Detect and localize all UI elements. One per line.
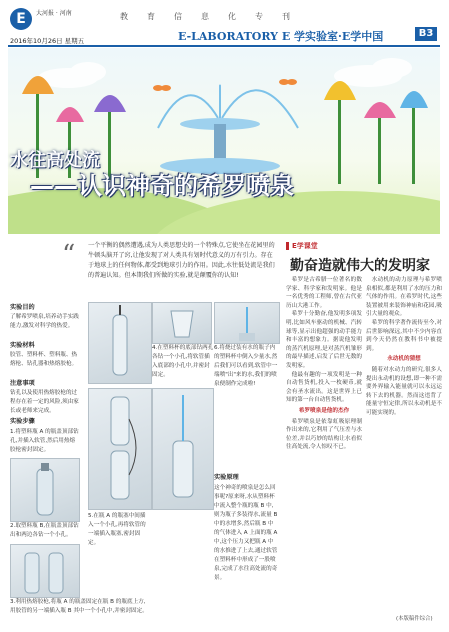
step1-photo	[88, 302, 152, 384]
issue-date: 2016年10月26日 星期五	[10, 37, 85, 45]
step2-photo	[10, 458, 80, 522]
quote-mark-icon: “	[62, 240, 76, 270]
page-number-badge: B3	[415, 27, 437, 41]
fountain-small-icon	[215, 303, 279, 343]
materials-label: 实验材料	[10, 342, 35, 349]
section-kicker: 教育信息化专刊	[120, 12, 309, 21]
step4-photo	[152, 302, 212, 344]
story-column-2	[366, 276, 442, 606]
story-paragraph: 希罗喷泉是依靠虹吸原理制作出来的,它利用了气压差与水位差,并以巧妙的结构让水看似往高处流,令人惊叹不已。	[286, 418, 362, 451]
banner-art	[8, 48, 440, 234]
step6-photo	[214, 302, 280, 344]
story-paragraph: 希罗十分勤奋,他发明多项发明,比如风车驱动的机械、汽转球等,显示出他超强的动手能力和丰富的想象力。据说他发明的蒸汽机原理,是对蒸汽机雏形的最早描述,启发了后世无数的发明家。	[286, 311, 362, 369]
step4-caption: 4.在塑料杯的底部钻两孔各钻一个小孔,将软管插入底部的小孔中,并密封固定。	[152, 345, 214, 378]
steps-label: 实验步骤	[10, 418, 35, 425]
notes-text: 钻孔以及使用热熔胶枪的过程存在着一定的风险,须由家长或老师来完成。	[10, 390, 79, 414]
assembly-icon	[89, 389, 151, 509]
story-title: 勤奋造就伟大的发明家	[290, 258, 430, 274]
fountain-result-icon	[153, 389, 213, 509]
purpose-text: 了解希罗喷泉,培养动手实践能力,激发对科学的热爱。	[10, 314, 79, 329]
paper-name: 大河报 · 河南	[36, 10, 72, 17]
story-tag: E学课堂	[292, 242, 318, 250]
story-subheading: 希罗喷泉是他的杰作	[298, 407, 350, 414]
headline-line2: ——认识神奇的希罗喷泉	[30, 172, 294, 200]
fountain-photo	[152, 388, 214, 510]
story-paragraph: 希罗是古希腊一位著名的数学家、科学家和发明家。他是一名优秀的工程师,曾在古代亚历山大港工作。	[286, 277, 362, 309]
cup-icon	[153, 303, 211, 343]
story-column-1	[286, 276, 362, 616]
section-title: E-LABORATORY E 学实验室·E学中国	[178, 30, 384, 43]
notes-label: 注意事项	[10, 380, 35, 387]
step5-caption: 5.在瓶 A 的瓶塞中间插入一个小孔,再将软管的一端插入瓶塞,密封固定。	[88, 513, 146, 546]
bottles-icon	[11, 545, 79, 597]
headline-line1: 水往高处流	[10, 150, 100, 171]
principle-label: 实验原理	[214, 474, 239, 481]
assembly-photo	[88, 388, 152, 510]
intro-paragraph: 一个平衡的偶然遭遇,成为人类思想史的一个特殊点,它使坐在花园里的牛顿头脑开了窍,让他发现了对人类具有划时代意义的万有引力。存在于地球上的任何物体,都受到地球引力的作用。因此,水往低处流是我们的普遍认知。但本期我们所做的实验,就是颠覆你的认知!	[88, 242, 275, 279]
story-subheading: 永动机的猜想	[387, 356, 421, 363]
story-paragraph: 他最有趣的一项发明是一种自动售货机,投入一枚硬币,就会有圣水流出。这是世界上已知的第一台自动售货机。	[286, 371, 362, 404]
story-credit: (本版稿件综合)	[396, 616, 433, 622]
hand-bottle-icon	[89, 303, 151, 383]
tag-marker	[286, 242, 289, 250]
step6-caption: 6.将烧过装有水的瓶子内的塑料杯中倒入少量水,然后我们可以看到,软管中一端喷"出"来的水,我们的喷泉便制作完成啦!	[214, 345, 278, 387]
newspaper-logo-icon: E	[10, 8, 32, 30]
step2-caption: 2.取塑料瓶 B,在瓶盖顶部钻出和两边各钻一个小孔。	[10, 523, 79, 538]
materials-text: 胶管、塑料杯、塑料瓶、热熔枪、钻孔器和热熔胶枪。	[10, 352, 78, 367]
principle-text: 这个神奇的喷泉是怎么回事呢?原来呀,水从塑料杯中流入整个瓶的瓶 B 中,则为瓶子多装得水,流量 B 中的水增多,然后瓶 B 中的气体进入 A 上面的瓶 A 中,这个压力又把瓶 A 中的水推进了上去,通过软管在塑料杯中形成了一股喷泉,完成了水往高处流的奇景。	[214, 485, 278, 581]
purpose-label: 实验目的	[10, 304, 35, 311]
step3-photo	[10, 544, 80, 598]
step1-caption: 1.将塑料瓶 A 的瓶盖顶部钻孔,并插入软管,然后用热熔胶枪密封固定。	[10, 429, 79, 453]
story-paragraph: 希罗的科学著作流传至今,对后世影响深远,其中不少内容直到今天仍然在教科书中被提到。	[366, 319, 442, 352]
bottle-icon	[11, 459, 79, 521]
story-paragraph: 水动机的动力原理与希罗喷泉相似,都是利用了水的压力和气体的作用。在希罗时代,这些装置被用来装饰神庙和花园,吸引大量的观众。	[366, 277, 442, 318]
story-paragraph: 随着对水动力的研究,很多人提出永动机的设想,即一种不需要外界输入能量就可以永远运转下去的机器。然而这违背了能量守恒定律,所以永动机是不可能实现的。	[366, 366, 442, 416]
header-rule	[8, 45, 440, 47]
step3-caption: 3.利用热熔胶枪,将瓶 A 的瓶盖固定在瓶 B 的瓶底上方,用胶管的另一端插入瓶 B 其中一个小孔中,并密封固定。	[10, 599, 148, 614]
banner-illustration	[8, 48, 440, 234]
